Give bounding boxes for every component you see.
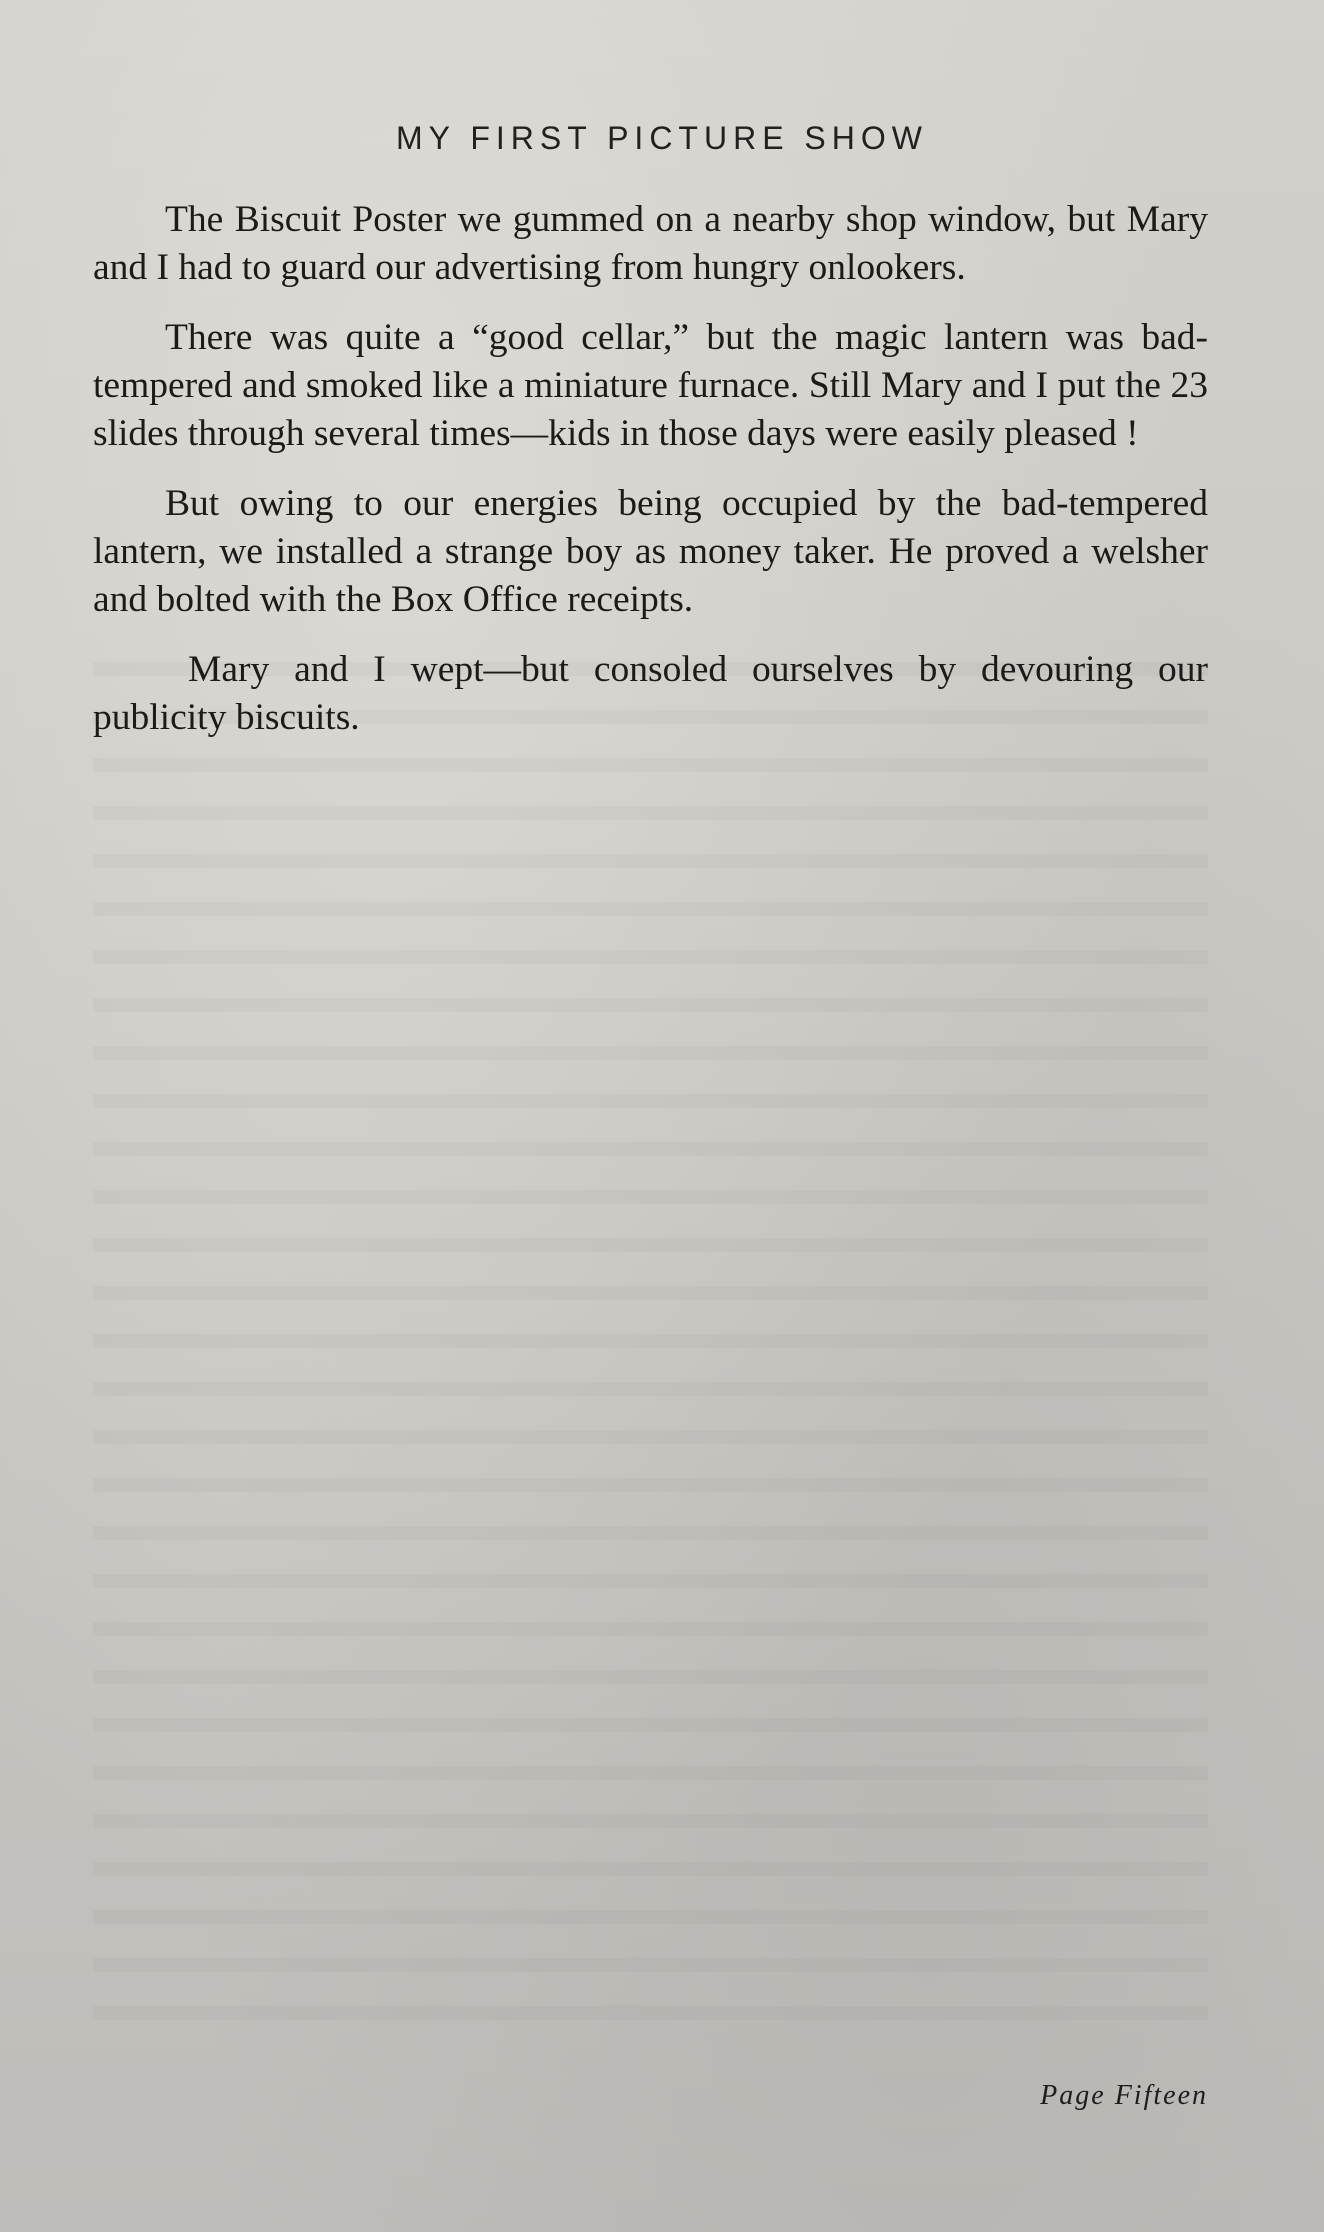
paragraph-biscuit-poster: The Biscuit Poster we gummed on a nearby shop window, but Mary and I had to guard our advertising from hungry onlookers. <box>93 199 1208 288</box>
paragraph-magic-lantern: There was quite a “good cellar,” but the magic lantern was bad-tempered and smoked like a miniature furnace. Still Mary and I put the 23 slides through several times—kids in those days were easily pleased ! <box>93 317 1208 454</box>
body-text <box>93 196 1208 764</box>
running-head: MY FIRST PICTURE SHOW <box>396 120 928 156</box>
page-number: Page Fifteen <box>1040 2080 1208 2111</box>
show-through-texture <box>93 640 1208 2020</box>
paragraph-money-taker: But owing to our energies being occupied by the bad-tempered lantern, we installed a strange boy as money taker. He proved a welsher and bolted with the Box Office receipts. <box>93 483 1208 620</box>
paragraph-publicity-biscuits: Mary and I wept—but consoled ourselves by devouring our publicity biscuits. <box>93 649 1208 738</box>
